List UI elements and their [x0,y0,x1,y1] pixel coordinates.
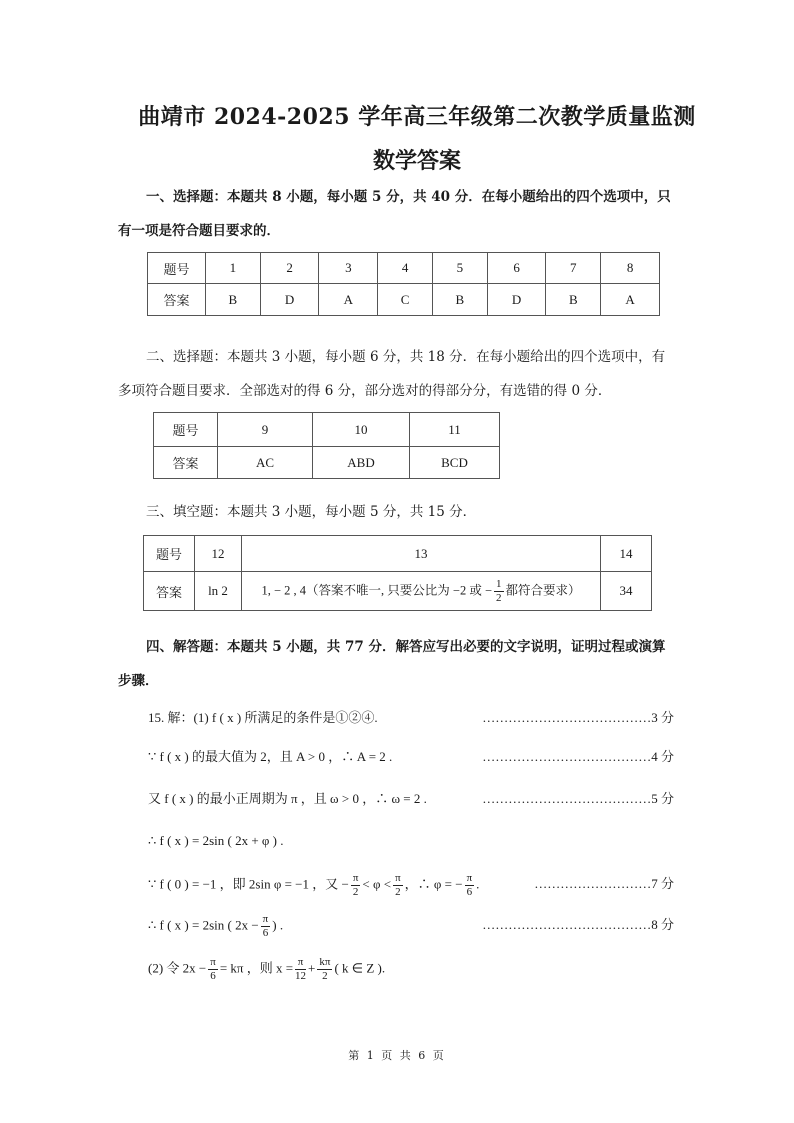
row-label-answer: 答案 [148,284,206,316]
fraction-pi-over-6: $\frac{\pi}{6}$ [466,872,473,898]
question-number: 4 [378,253,433,284]
score-marker: …………………………………4 分 [482,749,674,764]
fraction-pi-over-2: $\frac{\pi}{2}$ [395,872,401,898]
question-number: 5 [432,253,487,284]
question-number: 9 [218,413,313,447]
fraction-pi-over-12: $\frac{\pi}{12}$ [295,956,307,982]
table-row-answers [148,284,660,316]
section2-intro [118,340,678,408]
answer-cell: B [546,284,601,316]
table-row-answers [144,572,652,611]
fraction-one-half: $\frac{1}{2}$ [496,577,502,604]
answer-cell: D [487,284,546,316]
table-row-answers [154,447,500,479]
solution-line: 15. 解：(1) f ( x ) 所满足的条件是①②④. …………………………………3 分 [148,706,674,730]
question-number: 11 [410,413,500,447]
answer-cell: D [260,284,319,316]
solution-line: ∵ f ( x ) 的最大值为 2，且 A > 0 ，∴ A = 2 . …………………………………4 分 [148,745,674,769]
table-row-questions [148,253,660,284]
solution-line: ∴ f ( x ) = 2sin ( 2x − $\frac{\pi}{6}$ ) . …………………………………8 分 [148,913,674,939]
answer-13-suffix: 都符合要求） [505,582,581,597]
table-row-questions [154,413,500,447]
question-number: 1 [206,253,261,284]
question-number: 8 [601,253,660,284]
section1-answer-table [147,252,660,316]
fraction-pi-over-6: $\frac{\pi}{6}$ [262,913,269,939]
row-label-question: 题号 [144,536,195,572]
solution-line: 又 f ( x ) 的最小正周期为 π ，且 ω > 0 ，∴ ω = 2 . …………………………………5 分 [148,787,674,811]
fraction-kpi-over-2: $\frac{k\pi}{2}$ [319,956,331,982]
answer-cell-12: ln 2 [195,572,242,611]
answer-cell: ABD [313,447,410,479]
row-label-question: 题号 [154,413,218,447]
section1-intro [118,180,678,248]
score-marker: …………………………………3 分 [482,710,674,725]
section2-intro-line1: 二、选择题：本题共 3 小题，每小题 6 分，共 18 分．在每小题给出的四个选项中，有 [146,349,666,365]
section4-intro-line1: 四、解答题：本题共 5 小题，共 77 分．解答应写出必要的文字说明，证明过程或演算 [146,639,666,655]
answer-cell: B [206,284,261,316]
score-marker: ………………………7 分 [534,876,674,891]
answer-cell-14: 34 [601,572,652,611]
answer-cell: B [432,284,487,316]
answer-cell: A [319,284,378,316]
section4-intro-line2: 步骤． [118,673,159,689]
section1-intro-line1: 一、选择题：本题共 8 小题，每小题 5 分，共 40 分．在每小题给出的四个选项中，只 [146,189,671,205]
row-label-question: 题号 [148,253,206,284]
row-label-answer: 答案 [144,572,195,611]
question-number: 7 [546,253,601,284]
solution-line: ∴ f ( x ) = 2sin ( 2x + φ ) . [148,833,284,848]
answer-cell: C [378,284,433,316]
answer-13-prefix: 1, − 2 , 4（答案不唯一, 只要公比为 −2 或 − [261,582,492,597]
question-number: 10 [313,413,410,447]
question-number: 6 [487,253,546,284]
section3-intro-line1: 三、填空题：本题共 3 小题，每小题 5 分，共 15 分． [146,504,477,520]
page-indicator: 第 1 页 共 6 页 [348,1049,446,1062]
section3-answer-table [143,535,652,611]
fraction-pi-over-2: $\frac{\pi}{2}$ [352,872,359,898]
solution-line: ∵ f ( 0 ) = −1 ，即 2sin φ = −1 ，又 − $\frac{\pi}{2}$ < φ < $\frac{\pi}{2}$ ，∴ φ = − $\frac{\pi}{6}$ . ………………………7 分 [148,872,674,898]
document-subtitle: 数学答案 [372,148,461,174]
section3-intro [118,495,678,529]
answer-cell-13 [242,572,601,611]
answer-cell: AC [218,447,313,479]
score-marker: …………………………………8 分 [482,917,674,932]
row-label-answer: 答案 [154,447,218,479]
answer-cell: BCD [410,447,500,479]
section1-intro-line2: 有一项是符合题目要求的． [118,223,280,239]
document-title: 曲靖市 2024-2025 学年高三年级第二次教学质量监测 [138,104,696,130]
solution-line: (2) 令 2x − $\frac{\pi}{6}$ = kπ ，则 x = $\frac{\pi}{12}$ + $\frac{k\pi}{2}$ ( k ∈ Z ). [148,956,386,982]
fraction-pi-over-6: $\frac{\pi}{6}$ [210,956,216,982]
question-number: 13 [242,536,601,572]
section2-intro-line2: 多项符合题目要求．全部选对的得 6 分，部分选对的得部分分，有选错的得 0 分． [118,383,612,399]
answer-cell: A [601,284,660,316]
table-row-questions [144,536,652,572]
section4-intro [118,630,678,698]
score-marker: …………………………………5 分 [482,791,674,806]
section2-answer-table [153,412,500,479]
question-number: 12 [195,536,242,572]
question-number: 3 [319,253,378,284]
question-number: 2 [260,253,319,284]
question-number: 14 [601,536,652,572]
